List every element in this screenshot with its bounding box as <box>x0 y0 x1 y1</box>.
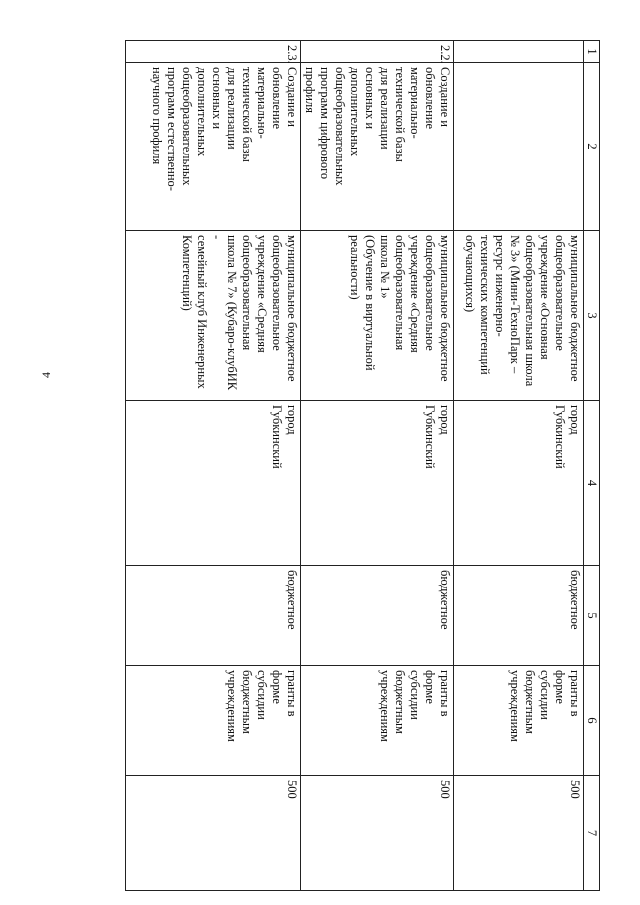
budget-type-cell: бюджетное <box>126 566 301 666</box>
amount-cell: 500 <box>454 776 584 891</box>
table-header-row <box>584 41 600 891</box>
table-row <box>301 41 454 891</box>
table-row <box>126 41 301 891</box>
column-number-7: 7 <box>584 776 600 891</box>
amount-cell: 500 <box>301 776 454 891</box>
institution-cell: муниципальное бюджетное общеобразовательное учреждение «Средняя общеобразовательная школа № 1» (Обучение в виртуальной реальности) <box>301 231 454 401</box>
grant-form-cell: гранты в форме субсидии бюджетным учреждениям <box>301 666 454 776</box>
location-cell: город Губкинский <box>126 401 301 566</box>
row-number-cell: 2.3. <box>126 41 301 63</box>
location-cell: город Губкинский <box>454 401 584 566</box>
column-number-6: 6 <box>584 666 600 776</box>
column-number-2: 2 <box>584 63 600 231</box>
grant-form-cell: гранты в форме субсидии бюджетным учреждениям <box>454 666 584 776</box>
row-number-cell: 2.2. <box>301 41 454 63</box>
grant-form-cell: гранты в форме субсидии бюджетным учреждениям <box>126 666 301 776</box>
amount-cell: 500 <box>126 776 301 891</box>
table-row <box>454 41 584 891</box>
column-number-3: 3 <box>584 231 600 401</box>
location-cell: город Губкинский <box>301 401 454 566</box>
measure-name-cell <box>454 63 584 231</box>
page-number: 4 <box>39 372 53 378</box>
grants-table <box>125 40 600 891</box>
measure-name-cell: Создание и обновление материально- технической базы для реализации основных и дополнительных общеобразовательных программ естественно- научного профиля <box>126 63 301 231</box>
budget-type-cell: бюджетное <box>454 566 584 666</box>
column-number-5: 5 <box>584 566 600 666</box>
institution-cell: муниципальное бюджетное общеобразовательное учреждение «Основная общеобразовательная школа № 3» (Мини-ТехноПарк – ресурс инженерно- технических компетенций обучающихся) <box>454 231 584 401</box>
measure-name-cell: Создание и обновление материально- технической базы для реализации основных и дополнительных общеобразовательных программ цифрового профиля <box>301 63 454 231</box>
row-number-cell <box>454 41 584 63</box>
institution-cell: муниципальное бюджетное общеобразовательное учреждение «Средняя общеобразовательная школа № 7» (Кубаро-клубИК - семейный клуб Инженерных Компетенций) <box>126 231 301 401</box>
budget-type-cell: бюджетное <box>301 566 454 666</box>
column-number-4: 4 <box>584 401 600 566</box>
rotated-page-content <box>115 40 600 890</box>
column-number-1: 1 <box>584 41 600 63</box>
